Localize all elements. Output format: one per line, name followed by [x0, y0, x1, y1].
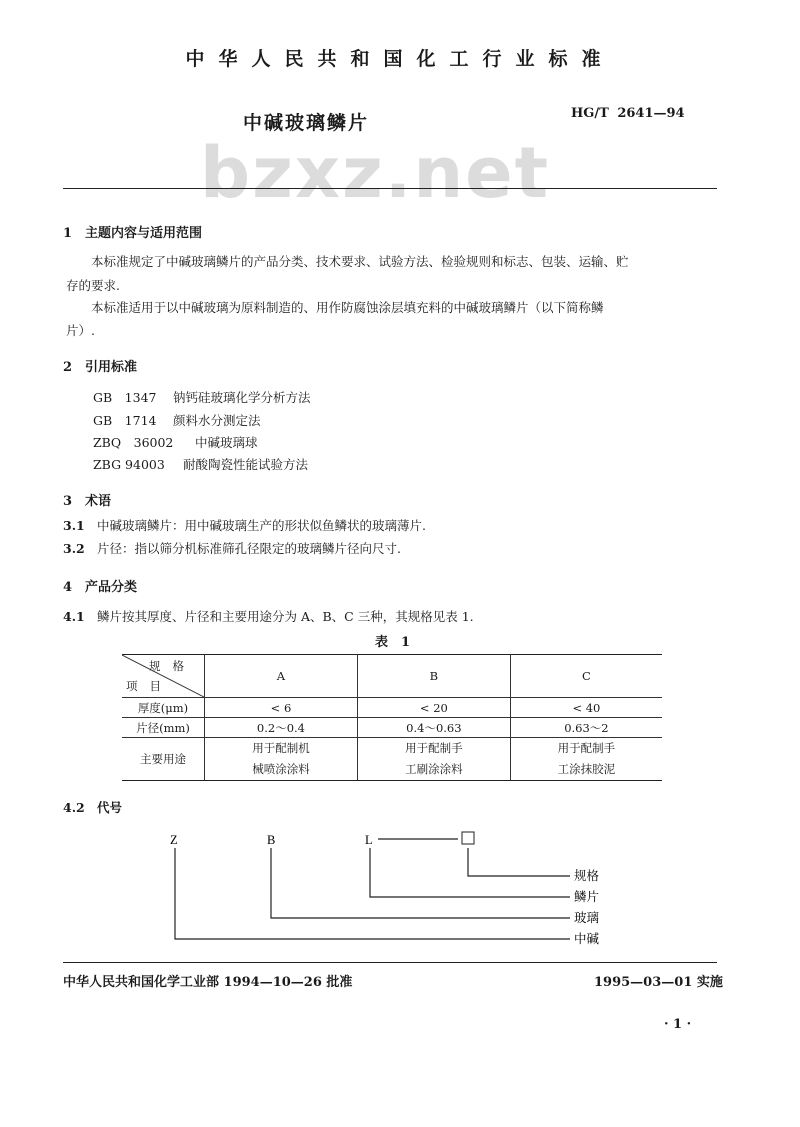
reference-code: ZBG 94003: [93, 457, 165, 472]
section-1-heading: 1 主题内容与适用范围: [63, 226, 203, 241]
corner-bottom-label: 项目: [126, 679, 173, 693]
code-label: 中碱: [574, 932, 600, 946]
cell-line: 用于配制手: [557, 741, 616, 755]
term-text: 片径：指以筛分机标准筛孔径限定的玻璃鳞片径向尺寸.: [97, 541, 401, 556]
cell-line: 工刷涂涂料: [405, 762, 463, 776]
section-3-heading: 3 术语: [63, 494, 112, 509]
header-rule: [63, 188, 717, 189]
code-letter: B: [267, 833, 276, 847]
cell-line: 用于配制手: [405, 741, 463, 755]
reference-title: 颜料水分测定法: [173, 413, 261, 428]
reference-item: [93, 388, 311, 406]
term-item: [63, 514, 426, 538]
reference-code: ZBQ 36002: [93, 435, 174, 450]
code-diagram: [160, 830, 630, 955]
table-cell: [357, 738, 510, 781]
section-1-para2-line2: 片）.: [66, 323, 95, 338]
code-label: 玻璃: [574, 911, 600, 925]
row-label: 厚度(μm): [122, 698, 205, 718]
effective-date: 1995—03—01 实施: [594, 975, 723, 990]
table-cell: < 20: [357, 698, 510, 718]
code-letter: Z: [170, 833, 178, 847]
code-box-symbol: [462, 832, 474, 844]
code-letter: L: [365, 833, 373, 847]
term-text: 中碱玻璃鳞片：用中碱玻璃生产的形状似鱼鳞状的玻璃薄片.: [97, 518, 426, 533]
section-1-para2-line1: 本标准适用于以中碱玻璃为原料制造的、用作防腐蚀涂层填充料的中碱玻璃鳞片（以下简称鳞: [91, 300, 604, 315]
leader-line-spec: [468, 848, 570, 876]
table-corner-cell: [122, 655, 205, 698]
reference-code: GB 1347: [93, 390, 157, 405]
section-2-heading: 2 引用标准: [63, 360, 138, 375]
spec-table: [122, 654, 662, 781]
standard-title: 中华人民共和国化工行业标准: [185, 48, 615, 70]
cell-line: 用于配制机: [252, 741, 310, 755]
column-header: A: [205, 655, 358, 698]
document-title: 中碱玻璃鳞片: [243, 112, 370, 134]
page-number: · 1 ·: [664, 1017, 692, 1032]
table-cell: 0.4～0.63: [357, 718, 510, 738]
reference-title: 钠钙硅玻璃化学分析方法: [173, 390, 311, 405]
table-cell: 0.2～0.4: [205, 718, 358, 738]
table-cell: < 40: [510, 698, 662, 718]
reference-item: [93, 455, 308, 473]
clause-text: 代号: [97, 800, 123, 815]
clause-number: 4.1: [63, 609, 85, 624]
clause-text: 鳞片按其厚度、片径和主要用途分为 A、B、C 三种，其规格见表 1.: [97, 609, 474, 624]
clause-number: 4.2: [63, 800, 85, 815]
reference-item: [93, 411, 261, 429]
reference-title: 中碱玻璃球: [195, 435, 258, 450]
table-row: [122, 738, 662, 781]
corner-top-label: 规格: [149, 659, 196, 673]
reference-code: GB 1714: [93, 413, 157, 428]
section-1-para1-line1: 本标准规定了中碱玻璃鳞片的产品分类、技术要求、试验方法、检验规则和标志、包装、运输、贮: [91, 254, 629, 269]
code-label: 规格: [574, 869, 600, 883]
watermark: bzxz.net: [200, 132, 551, 214]
table-caption: 表 1: [375, 635, 411, 650]
section-4-heading: 4 产品分类: [63, 580, 138, 595]
table-header-row: [122, 655, 662, 698]
table-cell: 0.63～2: [510, 718, 662, 738]
reference-item: [93, 433, 258, 451]
table-row: [122, 698, 662, 718]
leader-line-medium-alkali: [175, 848, 570, 939]
row-label: 主要用途: [122, 738, 205, 781]
approval-line: 中华人民共和国化学工业部 1994—10—26 批准: [63, 975, 353, 990]
column-header: C: [510, 655, 662, 698]
leader-line-glass: [271, 848, 570, 918]
column-header: B: [357, 655, 510, 698]
table-cell: < 6: [205, 698, 358, 718]
row-label: 片径(mm): [122, 718, 205, 738]
table-cell: [510, 738, 662, 781]
document-code: HG/T 2641—94: [571, 106, 685, 121]
table-row: [122, 718, 662, 738]
section-1-para1-line2: 存的要求.: [66, 278, 120, 293]
term-number: 3.1: [63, 518, 85, 533]
leader-line-flake: [370, 848, 570, 897]
table-cell: [205, 738, 358, 781]
clause-4-2: [63, 796, 122, 820]
clause-4-1: [63, 605, 474, 629]
code-label: 鳞片: [574, 890, 600, 904]
term-item: [63, 537, 401, 561]
reference-title: 耐酸陶瓷性能试验方法: [183, 457, 309, 472]
footer-rule: [63, 962, 717, 963]
cell-line: 械喷涂涂料: [252, 762, 310, 776]
cell-line: 工涂抹胶泥: [557, 762, 616, 776]
term-number: 3.2: [63, 541, 85, 556]
